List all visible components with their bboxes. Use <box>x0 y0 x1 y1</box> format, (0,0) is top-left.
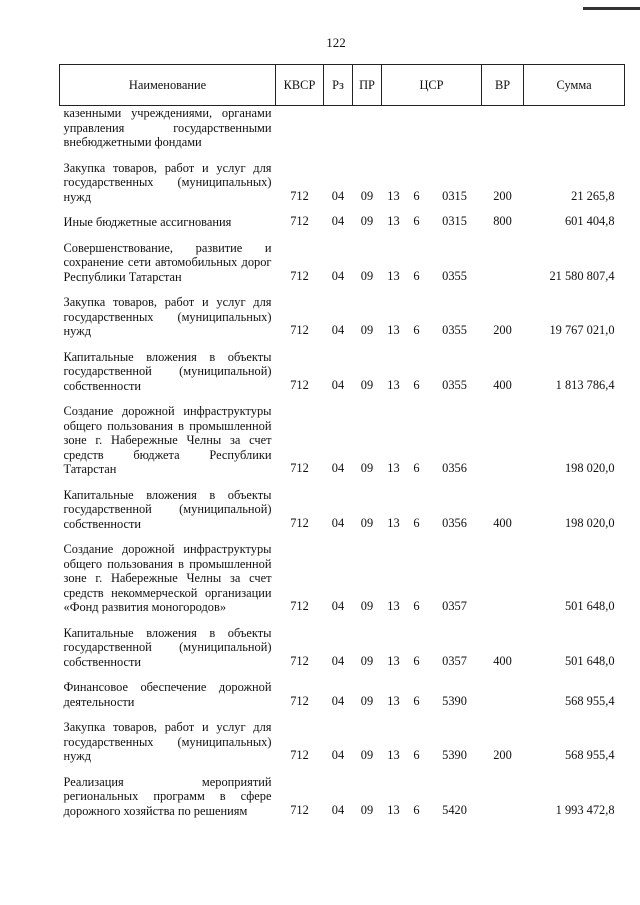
row-kvsr <box>276 106 324 152</box>
row-pr: 09 <box>360 515 374 530</box>
row-csr-program: 13 <box>387 188 400 203</box>
row-rz <box>324 106 353 152</box>
row-pr: 09 <box>360 268 374 283</box>
row-kvsr: 712 <box>290 653 309 668</box>
row-vr: 800 <box>493 214 512 228</box>
row-sum: 19 767 021,0 <box>549 323 615 337</box>
header-rz: Рз <box>324 65 353 106</box>
row-name: Закупка товаров, работ и услуг для государственных (муниципальных) нужд <box>63 720 272 763</box>
row-rz: 04 <box>331 188 345 203</box>
row-csr-subprogram: 6 <box>413 214 420 228</box>
row-csr-code: 5390 <box>442 748 467 762</box>
row-vr: 200 <box>493 748 512 762</box>
row-csr-subprogram: 6 <box>413 653 420 668</box>
header-pr: ПР <box>353 65 382 106</box>
row-name: казенными учреждениями, органами управления государственными внебюджетными фондами <box>63 106 272 149</box>
row-rz: 04 <box>331 377 345 392</box>
row-sum <box>524 106 625 152</box>
row-csr-code: 0355 <box>442 268 467 283</box>
row-name: Капитальные вложения в объекты государственной (муниципальной) собственности <box>63 349 272 393</box>
row-csr-program: 13 <box>387 515 400 530</box>
row-kvsr: 712 <box>290 515 309 530</box>
row-rz: 04 <box>331 599 345 613</box>
page-number <box>0 35 640 51</box>
page-corner-mark <box>583 7 640 10</box>
row-kvsr: 712 <box>290 323 309 337</box>
row-pr <box>353 106 382 152</box>
table-row <box>60 711 625 766</box>
row-vr: 200 <box>493 323 512 337</box>
row-pr: 09 <box>360 377 374 392</box>
row-name: Совершенствование, развитие и сохранение сети автомобильных дорог Республики Татарстан <box>63 240 272 284</box>
row-name: Закупка товаров, работ и услуг для государственных (муниципальных) нужд <box>63 295 272 338</box>
header-vr: ВР <box>482 65 524 106</box>
row-sum: 568 955,4 <box>564 693 615 708</box>
row-kvsr: 712 <box>290 377 309 392</box>
table-row <box>60 341 625 396</box>
row-pr: 09 <box>360 188 374 203</box>
row-csr-program: 13 <box>387 599 400 613</box>
row-csr-subprogram: 6 <box>413 748 420 762</box>
row-kvsr: 712 <box>290 599 309 613</box>
row-name: Реализация мероприятий региональных программ в сфере дорожного хозяйства по решениям <box>63 774 272 818</box>
table-row <box>60 232 625 287</box>
row-vr <box>482 671 524 711</box>
row-kvsr: 712 <box>290 802 309 817</box>
header-sum: Сумма <box>524 65 625 106</box>
row-vr <box>482 533 524 617</box>
row-sum: 501 648,0 <box>564 653 615 668</box>
row-pr: 09 <box>360 599 374 613</box>
table-row <box>60 617 625 672</box>
table-row <box>60 152 625 207</box>
row-csr-program: 13 <box>387 377 400 392</box>
table-row <box>60 533 625 617</box>
row-kvsr: 712 <box>290 693 309 708</box>
table-row <box>60 286 625 341</box>
row-csr-code: 0355 <box>442 377 467 392</box>
row-csr-program: 13 <box>387 461 400 475</box>
row-pr: 09 <box>360 214 374 228</box>
row-pr: 09 <box>360 653 374 668</box>
table-row <box>60 106 625 152</box>
row-csr-program: 13 <box>387 653 400 668</box>
row-sum: 501 648,0 <box>564 599 615 613</box>
header-csr: ЦСР <box>382 65 482 106</box>
row-sum: 1 993 472,8 <box>555 802 615 817</box>
row-csr-code: 0315 <box>442 188 467 203</box>
row-csr-code: 0315 <box>442 214 467 228</box>
row-csr-program: 13 <box>387 748 400 762</box>
row-name: Капитальные вложения в объекты государственной (муниципальной) собственности <box>63 625 272 669</box>
table-row <box>60 671 625 711</box>
row-rz: 04 <box>331 693 345 708</box>
row-sum: 601 404,8 <box>564 214 615 228</box>
table-row <box>60 479 625 534</box>
row-vr: 400 <box>493 515 512 530</box>
row-name: Финансовое обеспечение дорожной деятельности <box>63 680 272 709</box>
row-pr: 09 <box>360 461 374 475</box>
row-csr-code: 0356 <box>442 515 467 530</box>
row-vr: 200 <box>493 188 512 203</box>
row-rz: 04 <box>331 653 345 668</box>
row-csr-program: 13 <box>387 268 400 283</box>
table-header-row <box>60 65 625 106</box>
row-csr-code: 0357 <box>442 653 467 668</box>
row-csr-subprogram: 6 <box>413 515 420 530</box>
row-kvsr: 712 <box>290 748 309 762</box>
row-csr-code: 0356 <box>442 461 467 475</box>
row-vr: 400 <box>493 653 512 668</box>
table-row <box>60 206 625 232</box>
budget-table-container <box>59 64 624 820</box>
row-csr-code: 5390 <box>442 693 467 708</box>
row-csr-subprogram: 6 <box>413 461 420 475</box>
row-pr: 09 <box>360 693 374 708</box>
row-csr-subprogram <box>406 106 428 152</box>
row-csr-subprogram: 6 <box>413 377 420 392</box>
row-sum: 21 265,8 <box>571 188 615 203</box>
row-rz: 04 <box>331 748 345 762</box>
row-rz: 04 <box>331 802 345 817</box>
table-row <box>60 395 625 479</box>
row-rz: 04 <box>331 461 345 475</box>
row-vr <box>482 395 524 479</box>
budget-table <box>59 64 625 820</box>
row-rz: 04 <box>331 515 345 530</box>
row-csr-subprogram: 6 <box>413 599 420 613</box>
row-csr-subprogram: 6 <box>413 323 420 337</box>
row-sum: 198 020,0 <box>564 461 615 475</box>
row-rz: 04 <box>331 268 345 283</box>
row-csr-program: 13 <box>387 693 400 708</box>
page-number-text: 122 <box>326 35 346 50</box>
row-csr-code: 0355 <box>442 323 467 337</box>
row-name: Капитальные вложения в объекты государственной (муниципальной) собственности <box>63 487 272 531</box>
row-name: Создание дорожной инфраструктуры общего пользования в промышленной зоне г. Набережные Челны за счет средств бюджета Республики Татарстан <box>63 404 272 476</box>
table-header <box>60 65 625 106</box>
row-vr <box>482 106 524 152</box>
row-pr: 09 <box>360 323 374 337</box>
row-csr-subprogram: 6 <box>413 802 420 817</box>
row-kvsr: 712 <box>290 188 309 203</box>
header-kvsr: КВСР <box>276 65 324 106</box>
row-vr <box>482 766 524 821</box>
row-pr: 09 <box>360 802 374 817</box>
row-kvsr: 712 <box>290 214 309 228</box>
row-name: Закупка товаров, работ и услуг для государственных (муниципальных) нужд <box>63 160 272 204</box>
row-kvsr: 712 <box>290 461 309 475</box>
row-vr: 400 <box>493 377 512 392</box>
row-name: Создание дорожной инфраструктуры общего пользования в промышленной зоне г. Набережные Челны за счет средств некоммерческой организации «Фонд развития моногородов» <box>63 542 272 614</box>
row-sum: 1 813 786,4 <box>555 377 615 392</box>
row-kvsr: 712 <box>290 268 309 283</box>
row-csr-subprogram: 6 <box>413 693 420 708</box>
row-csr-program: 13 <box>387 802 400 817</box>
row-vr <box>482 232 524 287</box>
row-sum: 568 955,4 <box>564 748 615 762</box>
row-csr-code <box>428 106 482 152</box>
row-name: Иные бюджетные ассигнования <box>63 215 232 229</box>
row-csr-code: 0357 <box>442 599 467 613</box>
row-pr: 09 <box>360 748 374 762</box>
row-csr-code: 5420 <box>442 802 467 817</box>
table-body <box>60 106 625 821</box>
row-sum: 21 580 807,4 <box>549 268 615 283</box>
row-sum: 198 020,0 <box>564 515 615 530</box>
header-name: Наименование <box>60 65 276 106</box>
row-csr-subprogram: 6 <box>413 188 420 203</box>
row-rz: 04 <box>331 323 345 337</box>
row-csr-program: 13 <box>387 214 400 228</box>
row-csr-program <box>382 106 406 152</box>
row-csr-program: 13 <box>387 323 400 337</box>
table-row <box>60 766 625 821</box>
row-rz: 04 <box>331 214 345 228</box>
row-csr-subprogram: 6 <box>413 268 420 283</box>
